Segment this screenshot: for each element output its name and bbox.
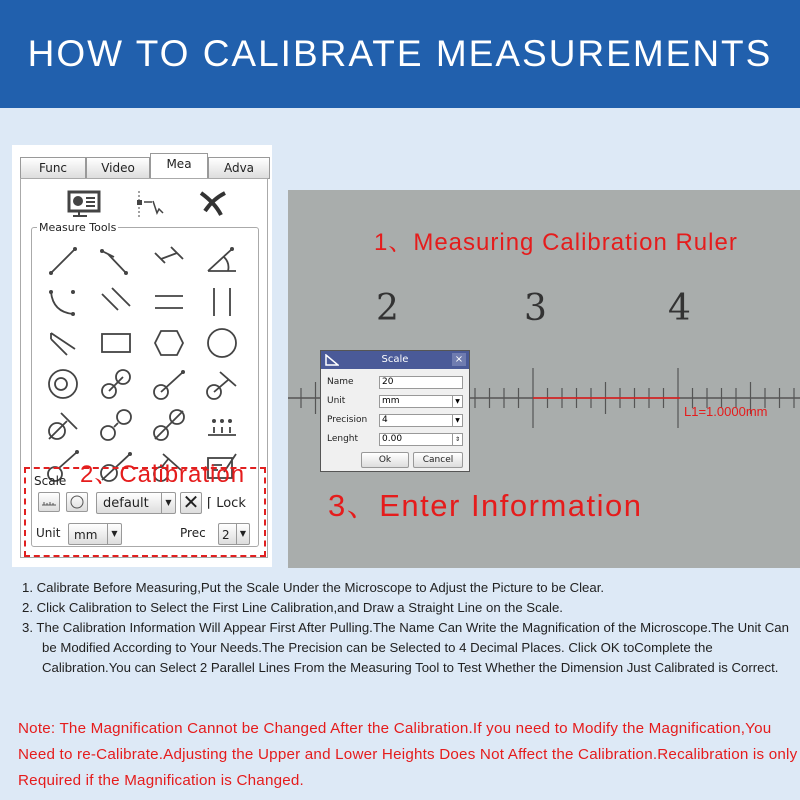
chevron-down-icon: ▼ [107, 524, 121, 544]
measure-panel [12, 145, 272, 567]
unit-select-value: mm [74, 528, 98, 542]
select-pointer-icon[interactable] [133, 189, 167, 219]
circle-tool-icon[interactable] [204, 325, 240, 361]
scale-label: Scale [34, 474, 67, 488]
prec-label: Prec [180, 526, 206, 540]
calibration-note: Note: The Magnification Cannot be Changed After the Calibration.If you need to Modify the Magnification,You Need to re-Calibrate.Adjusting the Upper and Lower Heights Does Not Affect the Calibration.Recalibration is only Required if the Magnification is Changed. [18, 720, 798, 789]
delete-scale-button[interactable]: ✕ [180, 492, 202, 514]
measure-tools-grid [45, 243, 257, 489]
line-calibration-button[interactable] [38, 492, 60, 512]
ruler-callout: 1、Measuring Calibration Ruler [374, 229, 738, 256]
tab-adva[interactable]: Adva [208, 157, 270, 179]
ruler-number: 2 [376, 288, 399, 329]
ruler-number: 3 [524, 288, 547, 329]
dialog-field-value: mm [382, 396, 400, 406]
point-count-tool-icon[interactable] [204, 407, 240, 443]
chevron-down-icon: ▼ [161, 493, 175, 513]
ok-button[interactable]: Ok [361, 452, 409, 468]
lock-label: Lock [216, 496, 246, 511]
polyline-tool-icon[interactable] [45, 325, 81, 361]
ruler-number: 4 [668, 288, 691, 329]
tab-func[interactable]: Func [20, 157, 86, 179]
line-tool-icon[interactable] [45, 243, 81, 279]
page-title: HOW TO CALIBRATE MEASUREMENTS [0, 0, 800, 108]
horizontal-lines-tool-icon[interactable] [151, 284, 187, 320]
prec-select[interactable] [218, 523, 250, 545]
rectangle-tool-icon[interactable] [98, 325, 134, 361]
dialog-field-lenght[interactable] [379, 433, 463, 446]
microscope-ruler-photo [288, 190, 800, 568]
dialog-field-unit[interactable] [379, 395, 463, 408]
close-button[interactable]: × [452, 353, 466, 366]
prec-select-value: 2 [222, 528, 230, 542]
chevron-down-icon: ▼ [452, 415, 462, 426]
perpendicular-tool-icon[interactable] [98, 243, 134, 279]
two-lines-tool-icon[interactable] [98, 284, 134, 320]
scale-dialog [320, 350, 470, 472]
two-circles-distance-tool-icon[interactable] [98, 366, 134, 402]
dialog-field-precision[interactable] [379, 414, 463, 427]
unit-label: Unit [36, 526, 61, 540]
dialog-field-label: Name [327, 377, 354, 387]
tab-video[interactable]: Video [86, 157, 150, 179]
set-square-icon [325, 354, 339, 366]
dialog-field-label: Precision [327, 415, 368, 425]
step-2: 2. Click Calibration to Select the First Line Calibration,and Draw a Straight Line on the Scale. [22, 600, 563, 615]
unit-select[interactable] [68, 523, 122, 545]
tab-mea[interactable]: Mea [150, 153, 208, 178]
enter-info-callout: 3、Enter Information [328, 488, 643, 523]
dialog-title: Scale [381, 354, 409, 365]
dialog-field-label: Unit [327, 396, 346, 406]
step-3: 3. The Calibration Information Will Appear First After Pulling.The Name Can Write the Magnification of the Microscope.The Unit Can be Modified According to Your Needs.The Precision can be Selected to 4 Decimal Places. Click OK toComplete the Calibration.You can Select 2 Parallel Lines From the Measuring Tool to Test Whether the Dimension Just Calibrated is Correct. [22, 620, 789, 675]
arc-tool-icon[interactable] [45, 284, 81, 320]
circle-pair-diameter-tool-icon[interactable] [151, 407, 187, 443]
circle-calibration-button[interactable] [66, 492, 88, 512]
dialog-field-value: 20 [382, 377, 394, 387]
measurement-label: L1=1.0000mm [684, 404, 768, 419]
delete-icon[interactable] [197, 189, 231, 219]
polygon-tool-icon[interactable] [151, 325, 187, 361]
cancel-button[interactable]: Cancel [413, 452, 463, 468]
chevron-down-icon: ▼ [452, 396, 462, 407]
ruler-icon [39, 493, 59, 511]
circle-to-line-tool-icon[interactable] [204, 366, 240, 402]
step-1: 1. Calibrate Before Measuring,Put the Scale Under the Microscope to Adjust the Picture to be Clear. [22, 580, 605, 595]
dialog-field-name[interactable] [379, 376, 463, 389]
chevron-down-icon: ⇕ [452, 434, 462, 445]
instructions [22, 578, 792, 678]
dialog-field-value: 0.00 [382, 434, 403, 444]
calibration-callout: 2、Calibration [80, 461, 246, 488]
circle-pair-tool-icon[interactable] [98, 407, 134, 443]
scale-select-value: default [103, 496, 149, 511]
circle-icon [67, 493, 87, 511]
lock-checkbox[interactable]: ⌈ Lock [207, 496, 246, 511]
dialog-field-value: 4 [382, 415, 388, 425]
vertical-lines-tool-icon[interactable] [204, 284, 240, 320]
chevron-down-icon: ▼ [236, 524, 249, 544]
parallel-distance-tool-icon[interactable] [151, 243, 187, 279]
dialog-field-label: Lenght [327, 434, 359, 444]
measure-tools-label: Measure Tools [39, 221, 117, 234]
circle-perpendicular-tool-icon[interactable] [45, 407, 81, 443]
display-settings-icon[interactable] [67, 189, 101, 219]
circle-to-point-tool-icon[interactable] [151, 366, 187, 402]
angle-tool-icon[interactable] [204, 243, 240, 279]
concentric-circle-tool-icon[interactable] [45, 366, 81, 402]
scale-select[interactable] [96, 492, 176, 514]
